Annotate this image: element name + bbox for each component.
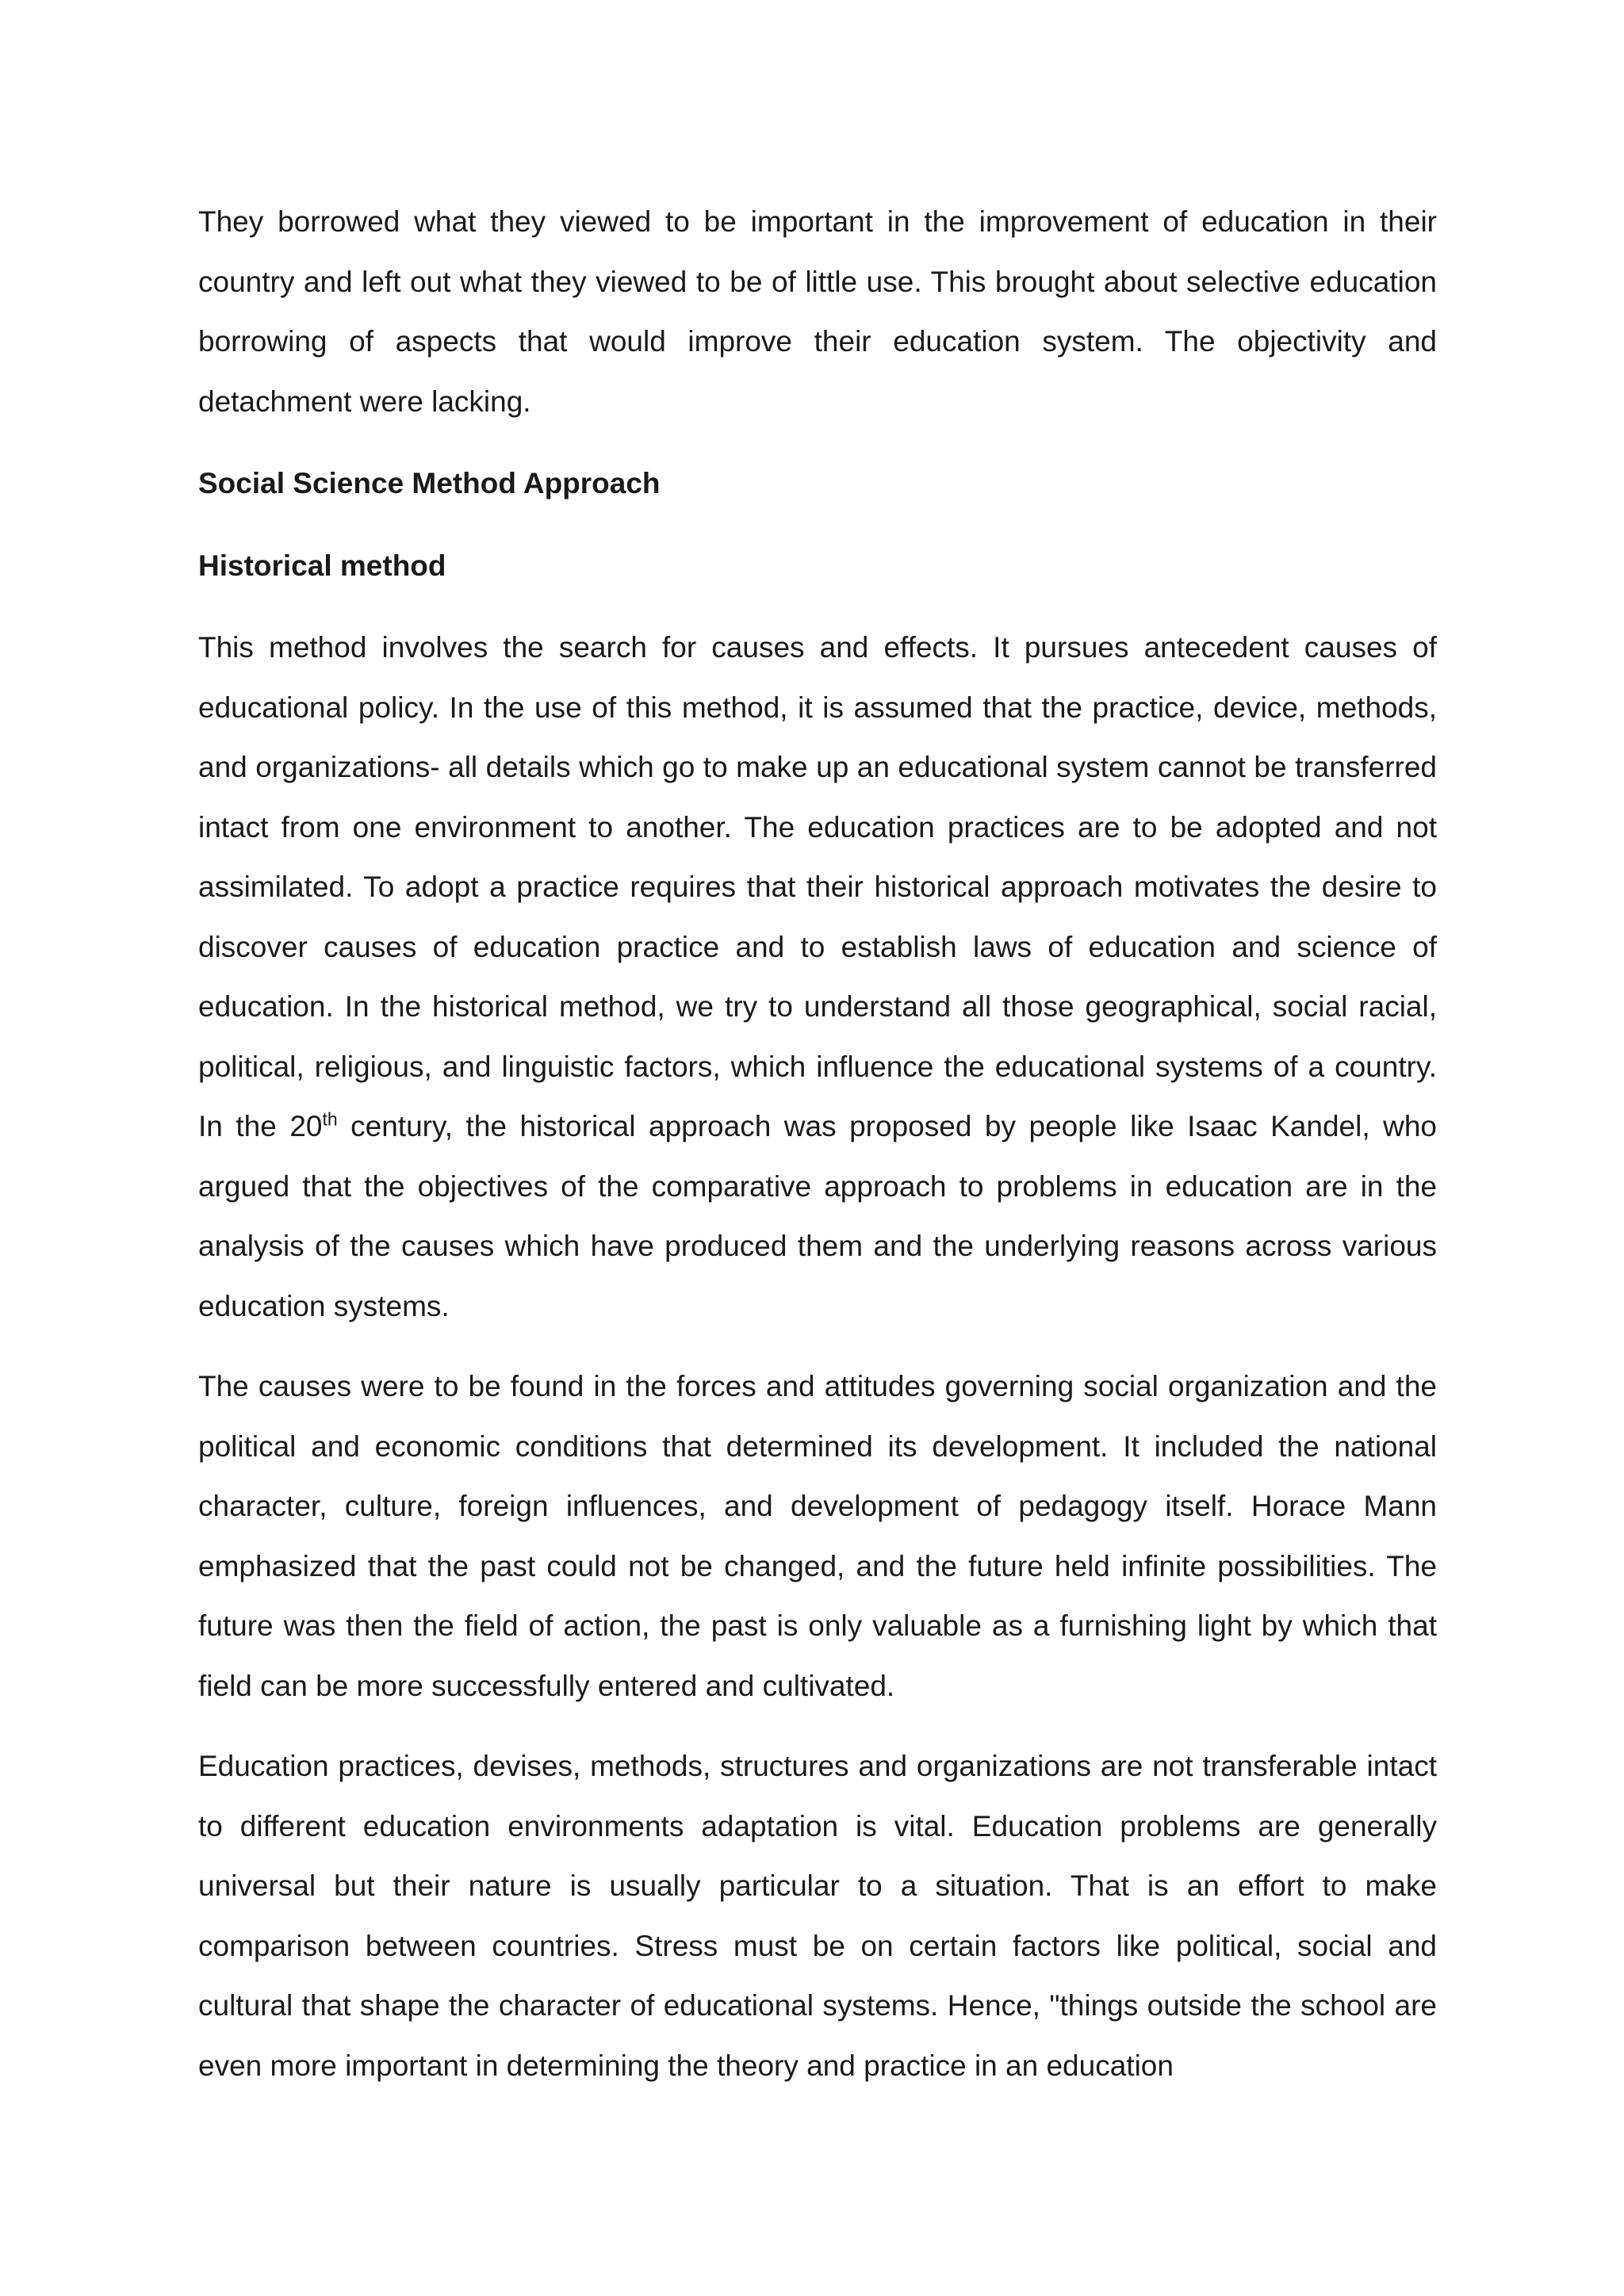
document-page bbox=[198, 192, 1437, 2095]
superscript-th: th bbox=[322, 1108, 338, 1130]
paragraph-causes: The causes were to be found in the forces and attitudes governing social organization and the political and economic conditions that determined its development. It included the national character, culture, foreign influences, and development of pedagogy itself. Horace Mann emphasized that the past could not be changed, and the future held infinite possibilities. The future was then the field of action, the past is only valuable as a furnishing light by which that field can be more successfully entered and cultivated. bbox=[198, 1370, 1437, 1702]
section-heading: Social Science Method Approach bbox=[198, 467, 661, 499]
paragraph-historical-method bbox=[198, 618, 1437, 1336]
paragraph-historical-method-text-1: This method involves the search for causes and effects. It pursues antecedent causes of educational policy. In the use of this method, it is assumed that the practice, device, methods, and organizations- all details which go to make up an educational system cannot be transferred intact from one environment to another. The education practices are to be adopted and not assimilated. To adopt a practice requires that their historical approach motivates the desire to discover causes of education practice and to establish laws of education and science of education. In the historical method, we try to understand all those geographical, social racial, political, religious, and linguistic factors, which influence the educational systems of a country. In the 20 bbox=[198, 631, 1437, 1142]
paragraph-education-practices: Education practices, devises, methods, structures and organizations are not transferable intact to different education environments adaptation is vital. Education problems are generally universal but their nature is usually particular to a situation. That is an effort to make comparison between countries. Stress must be on certain factors like political, social and cultural that shape the character of educational systems. Hence, "things outside the school are even more important in determining the theory and practice in an education bbox=[198, 1750, 1437, 2082]
paragraph-borrowing: They borrowed what they viewed to be important in the improvement of education in their country and left out what they viewed to be of little use. This brought about selective education borrowing of aspects that would improve their education system. The objectivity and detachment were lacking. bbox=[198, 205, 1437, 418]
paragraph-historical-method-text-2: century, the historical approach was proposed by people like Isaac Kandel, who argued that the objectives of the comparative approach to problems in education are in the analysis of the causes which have produced them and the underlying reasons across various education systems. bbox=[198, 1110, 1437, 1322]
subsection-heading: Historical method bbox=[198, 549, 446, 582]
